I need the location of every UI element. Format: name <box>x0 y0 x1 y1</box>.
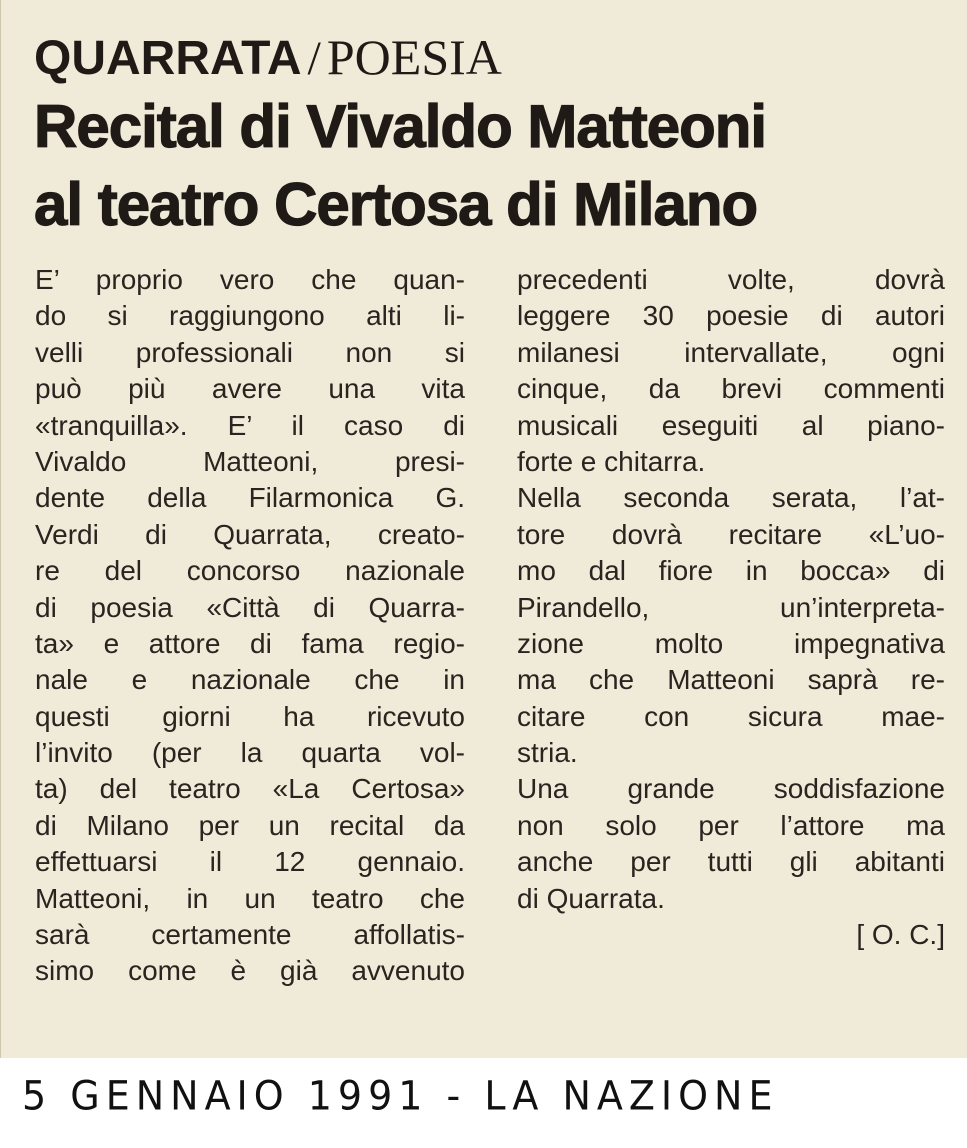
article-text-line: tore dovrà recitare «L’uo- <box>517 518 945 550</box>
article-column-right <box>517 262 945 953</box>
article-text-line: di Milano per un recital da <box>35 809 465 841</box>
article-text-line: citare con sicura mae- <box>517 700 945 732</box>
article-signature: [ O. C.] <box>856 919 945 951</box>
article-text-line: può più avere una vita <box>35 373 465 405</box>
article-text-line: sarà certamente affollatis- <box>35 919 465 951</box>
article-text-line: Nella seconda serata, l’at- <box>517 482 945 514</box>
article-text-line: precedenti volte, dovrà <box>517 264 945 295</box>
article-text-line: stria. <box>517 737 578 769</box>
article-text-line: Vivaldo Matteoni, presi- <box>35 445 465 477</box>
article-text-line: do si raggiungono alti li- <box>35 300 465 332</box>
article-text-line: re del concorso nazionale <box>35 555 465 587</box>
article-text-line: forte e chitarra. <box>517 445 706 477</box>
article-text-line: di poesia «Città di Quarra- <box>35 591 465 623</box>
article-text-line: questi giorni ha ricevuto <box>35 700 465 732</box>
article-text-line: musicali eseguiti al piano- <box>517 409 945 441</box>
article-text-line: nale e nazionale che in <box>35 664 465 696</box>
article-text-line: «tranquilla». E’ il caso di <box>35 409 465 441</box>
article-text-line: l’invito (per la quarta vol- <box>35 737 465 769</box>
article-text-line: velli professionali non si <box>35 336 465 368</box>
article-text-line: dente della Filarmonica G. <box>35 482 465 514</box>
article-text-line: ta) del teatro «La Certosa» <box>35 773 465 805</box>
kicker-section: POESIA <box>326 29 502 85</box>
article-text-line: leggere 30 poesie di autori <box>517 300 945 332</box>
article-text-line: cinque, da brevi commenti <box>517 373 945 405</box>
article-column-left <box>35 262 465 990</box>
article-text-line: milanesi intervallate, ogni <box>517 336 945 368</box>
article-text-line: zione molto impegnativa <box>517 627 945 659</box>
article-text-line: simo come è già avvenuto <box>35 955 465 987</box>
article-text-line: E’ proprio vero che quan- <box>35 264 465 295</box>
article-text-line: Matteoni, in un teatro che <box>35 882 465 914</box>
caption-strip <box>0 1058 967 1148</box>
kicker-location: QUARRATA <box>34 32 302 85</box>
article-text-line: non solo per l’attore ma <box>517 809 945 841</box>
article-text-line: ta» e attore di fama regio- <box>35 627 465 659</box>
article-text-line: Verdi di Quarrata, creato- <box>35 518 465 550</box>
article-text-line: anche per tutti gli abitanti <box>517 846 945 878</box>
article-text-line: Una grande soddisfazione <box>517 773 945 805</box>
article-text-line: effettuarsi il 12 gennaio. <box>35 846 465 878</box>
headline-line-2: al teatro Certosa di Milano <box>34 171 758 238</box>
article-kicker <box>34 28 502 88</box>
article-text-line: mo dal fiore in bocca» di <box>517 555 945 587</box>
kicker-separator: / <box>307 32 321 85</box>
handwritten-caption: 5 GENNAIO 1991 - LA NAZIONE <box>22 1072 779 1120</box>
article-text-line: Pirandello, un’interpreta- <box>517 591 945 623</box>
article-text-line: di Quarrata. <box>517 882 665 914</box>
headline-line-1: Recital di Vivaldo Matteoni <box>34 93 767 160</box>
article-text-line: ma che Matteoni saprà re- <box>517 664 945 696</box>
